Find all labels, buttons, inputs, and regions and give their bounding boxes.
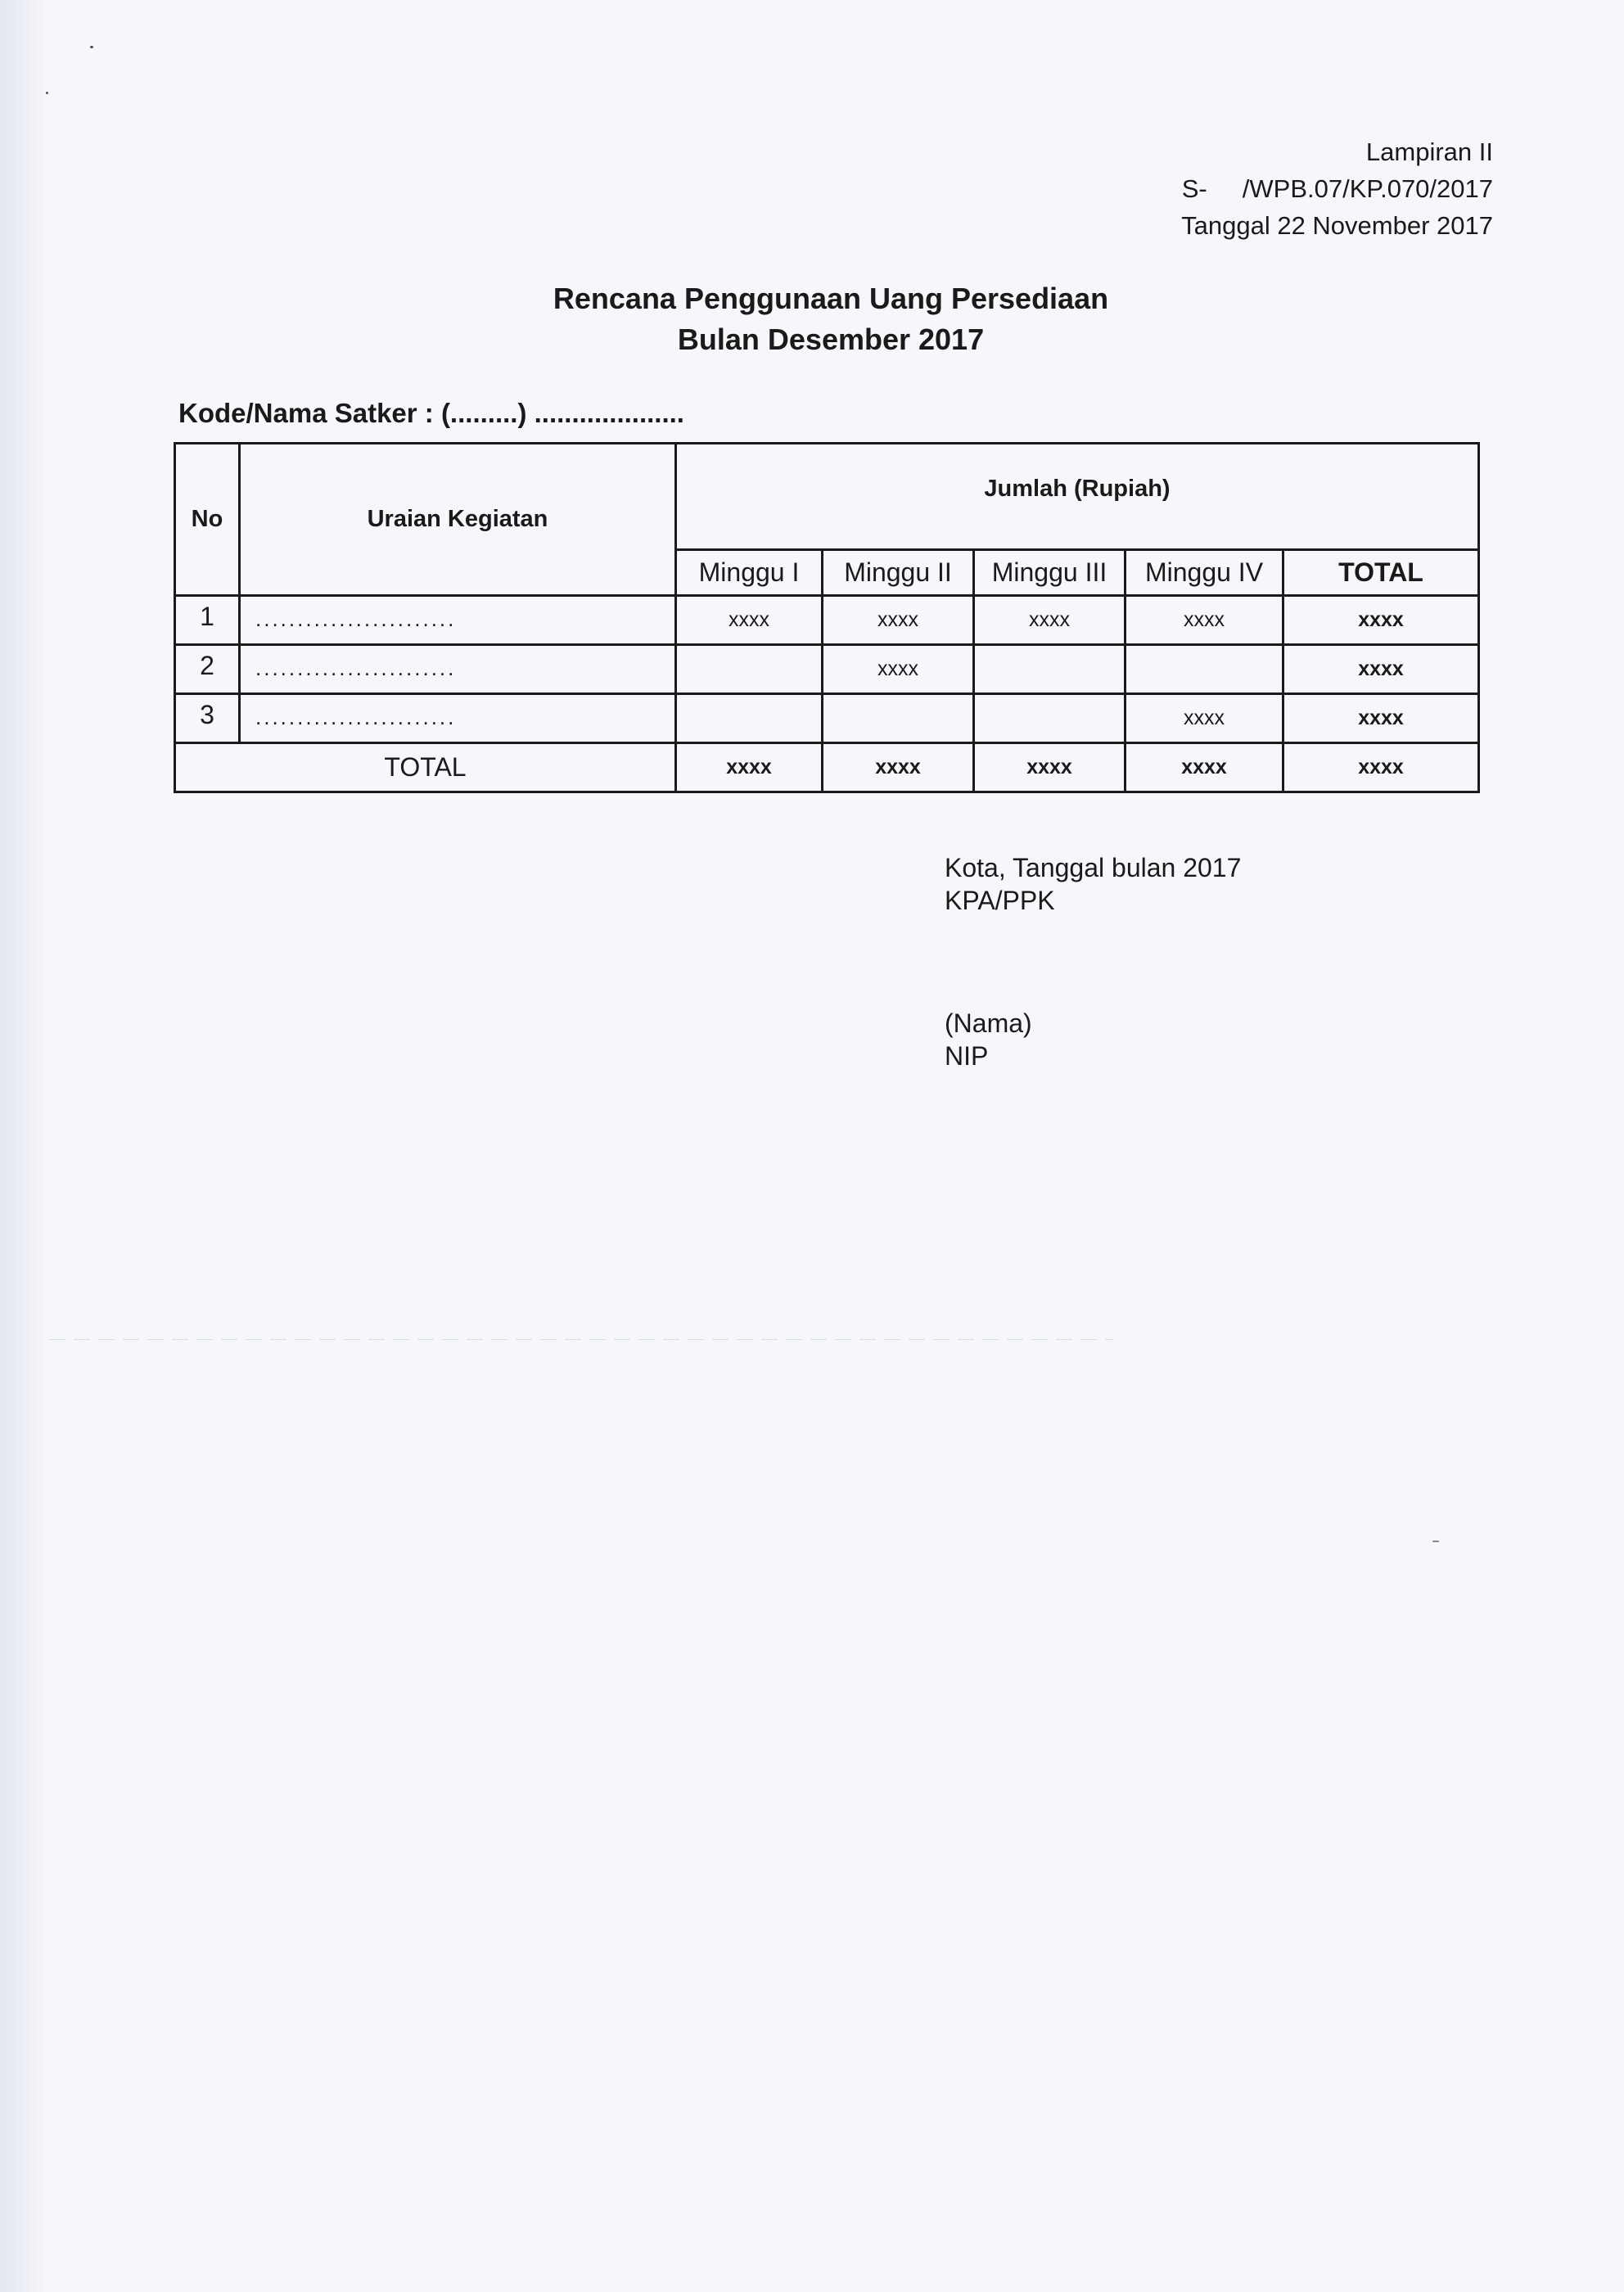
total-week-3: xxxx	[974, 743, 1126, 792]
signature-place-date: Kota, Tanggal bulan 2017	[945, 853, 1242, 882]
row-week-3	[974, 645, 1126, 694]
plan-table	[174, 442, 1480, 793]
col-week-1-header: Minggu I	[676, 550, 823, 596]
scan-speck	[46, 92, 48, 94]
row-total: xxxx	[1283, 694, 1479, 743]
title-line-1: Rencana Penggunaan Uang Persediaan	[553, 282, 1109, 315]
col-no-header: No	[175, 444, 240, 596]
row-desc: ........................	[240, 596, 676, 645]
satker-label: Kode/Nama Satker : (.........) ....................	[178, 398, 684, 428]
document-reference	[1181, 133, 1493, 244]
col-group-header: Jumlah (Rupiah)	[676, 444, 1479, 550]
row-week-4: xxxx	[1126, 694, 1283, 743]
row-total: xxxx	[1283, 645, 1479, 694]
row-week-2	[823, 694, 974, 743]
row-week-2: xxxx	[823, 596, 974, 645]
col-total-header: TOTAL	[1283, 550, 1479, 596]
col-week-2-header: Minggu II	[823, 550, 974, 596]
attachment-label: Lampiran II	[1365, 138, 1493, 166]
row-week-3: xxxx	[974, 596, 1126, 645]
row-week-4	[1126, 645, 1283, 694]
table-row	[175, 645, 1479, 694]
scan-speck	[1432, 1541, 1439, 1542]
table-row	[175, 596, 1479, 645]
col-week-3-header: Minggu III	[974, 550, 1126, 596]
title-line-2: Bulan Desember 2017	[677, 323, 985, 356]
table-total-row	[175, 743, 1479, 792]
row-week-1	[676, 694, 823, 743]
row-week-4: xxxx	[1126, 596, 1283, 645]
row-no: 1	[175, 596, 240, 645]
scan-artifact-line	[49, 1339, 1113, 1340]
table-header-row	[175, 444, 1479, 550]
scan-speck	[90, 46, 93, 48]
row-week-1	[676, 645, 823, 694]
row-desc: ........................	[240, 645, 676, 694]
total-week-2: xxxx	[823, 743, 974, 792]
signature-block	[945, 851, 1241, 1072]
letter-date: Tanggal 22 November 2017	[1181, 211, 1493, 240]
col-week-4-header: Minggu IV	[1126, 550, 1283, 596]
row-no: 3	[175, 694, 240, 743]
row-week-2: xxxx	[823, 645, 974, 694]
signature-role: KPA/PPK	[945, 886, 1055, 915]
total-row-label: TOTAL	[175, 743, 676, 792]
table-row	[175, 694, 1479, 743]
total-week-1: xxxx	[676, 743, 823, 792]
signature-space	[945, 917, 1241, 1007]
signature-name: (Nama)	[945, 1008, 1032, 1038]
letter-number: S- /WPB.07/KP.070/2017	[1181, 174, 1493, 203]
row-total: xxxx	[1283, 596, 1479, 645]
row-desc: ........................	[240, 694, 676, 743]
total-grand: xxxx	[1283, 743, 1479, 792]
col-desc-header: Uraian Kegiatan	[240, 444, 676, 596]
document-title	[491, 278, 1171, 360]
total-week-4: xxxx	[1126, 743, 1283, 792]
row-no: 2	[175, 645, 240, 694]
row-week-1: xxxx	[676, 596, 823, 645]
row-week-3	[974, 694, 1126, 743]
signature-nip: NIP	[945, 1041, 989, 1071]
scan-edge-shadow	[0, 0, 49, 2292]
